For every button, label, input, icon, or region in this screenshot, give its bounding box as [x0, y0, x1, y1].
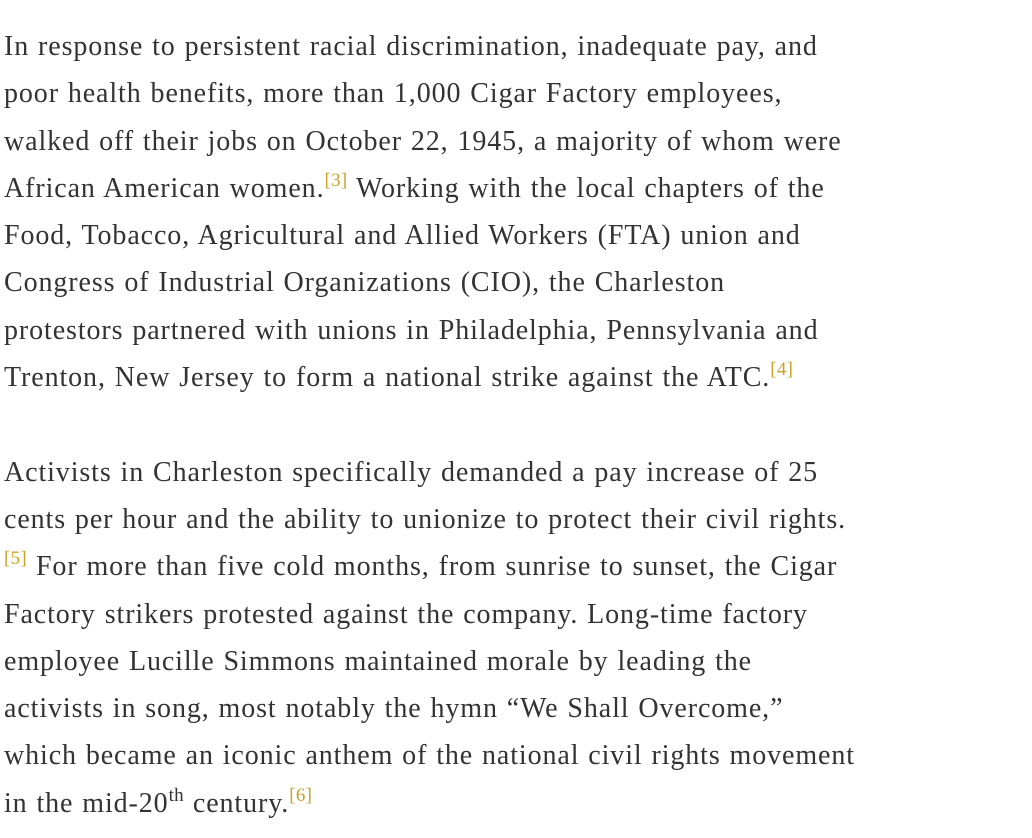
text-line: which became an iconic anthem of the national civil rights movement — [4, 740, 855, 772]
paragraph-strike — [4, 23, 1024, 401]
text-line-with-footnote — [4, 780, 1024, 827]
text-line: cents per hour and the ability to unionize to protect their civil rights. — [4, 503, 847, 535]
article-body — [4, 23, 1024, 827]
text-line: walked off their jobs on October 22, 1945, a majority of whom were — [4, 125, 842, 157]
text-line: In response to persistent racial discrimination, inadequate pay, and — [4, 31, 818, 62]
text-line-with-footnote — [4, 354, 1024, 401]
text-line: activists in song, most notably the hymn “We Shall Overcome,” — [4, 693, 784, 725]
text-line: protestors partnered with unions in Philadelphia, Pennsylvania and — [4, 314, 819, 346]
text-segment: in the mid-20 — [4, 787, 169, 819]
text-line: Factory strikers protested against the company. Long-time factory — [4, 598, 808, 630]
text-segment: Working with the local chapters of the — [347, 172, 825, 204]
footnote-link-4[interactable]: [4] — [770, 359, 794, 381]
text-segment: African American women. — [4, 172, 325, 204]
text-line: employee Lucille Simmons maintained morale by leading the — [4, 645, 753, 677]
text-line: Activists in Charleston specifically demanded a pay increase of 25 — [4, 456, 819, 488]
paragraph-activists — [4, 449, 1024, 827]
text-line-with-footnote — [4, 165, 1024, 212]
text-line: Congress of Industrial Organizations (CIO), the Charleston — [4, 267, 725, 299]
footnote-link-3[interactable]: [3] — [324, 169, 348, 191]
footnote-link-5[interactable]: [5] — [4, 548, 28, 570]
text-segment: century. — [183, 787, 290, 819]
text-segment: For more than five cold months, from sunrise to sunset, the Cigar — [27, 551, 838, 583]
ordinal-suffix: th — [168, 784, 184, 806]
text-line: Food, Tobacco, Agricultural and Allied Workers (FTA) union and — [4, 220, 801, 252]
text-segment: Trenton, New Jersey to form a national strike against the ATC. — [4, 362, 771, 394]
footnote-link-6[interactable]: [6] — [289, 784, 313, 806]
text-line: poor health benefits, more than 1,000 Cigar Factory employees, — [4, 78, 783, 110]
text-line-with-footnote — [4, 543, 1024, 590]
